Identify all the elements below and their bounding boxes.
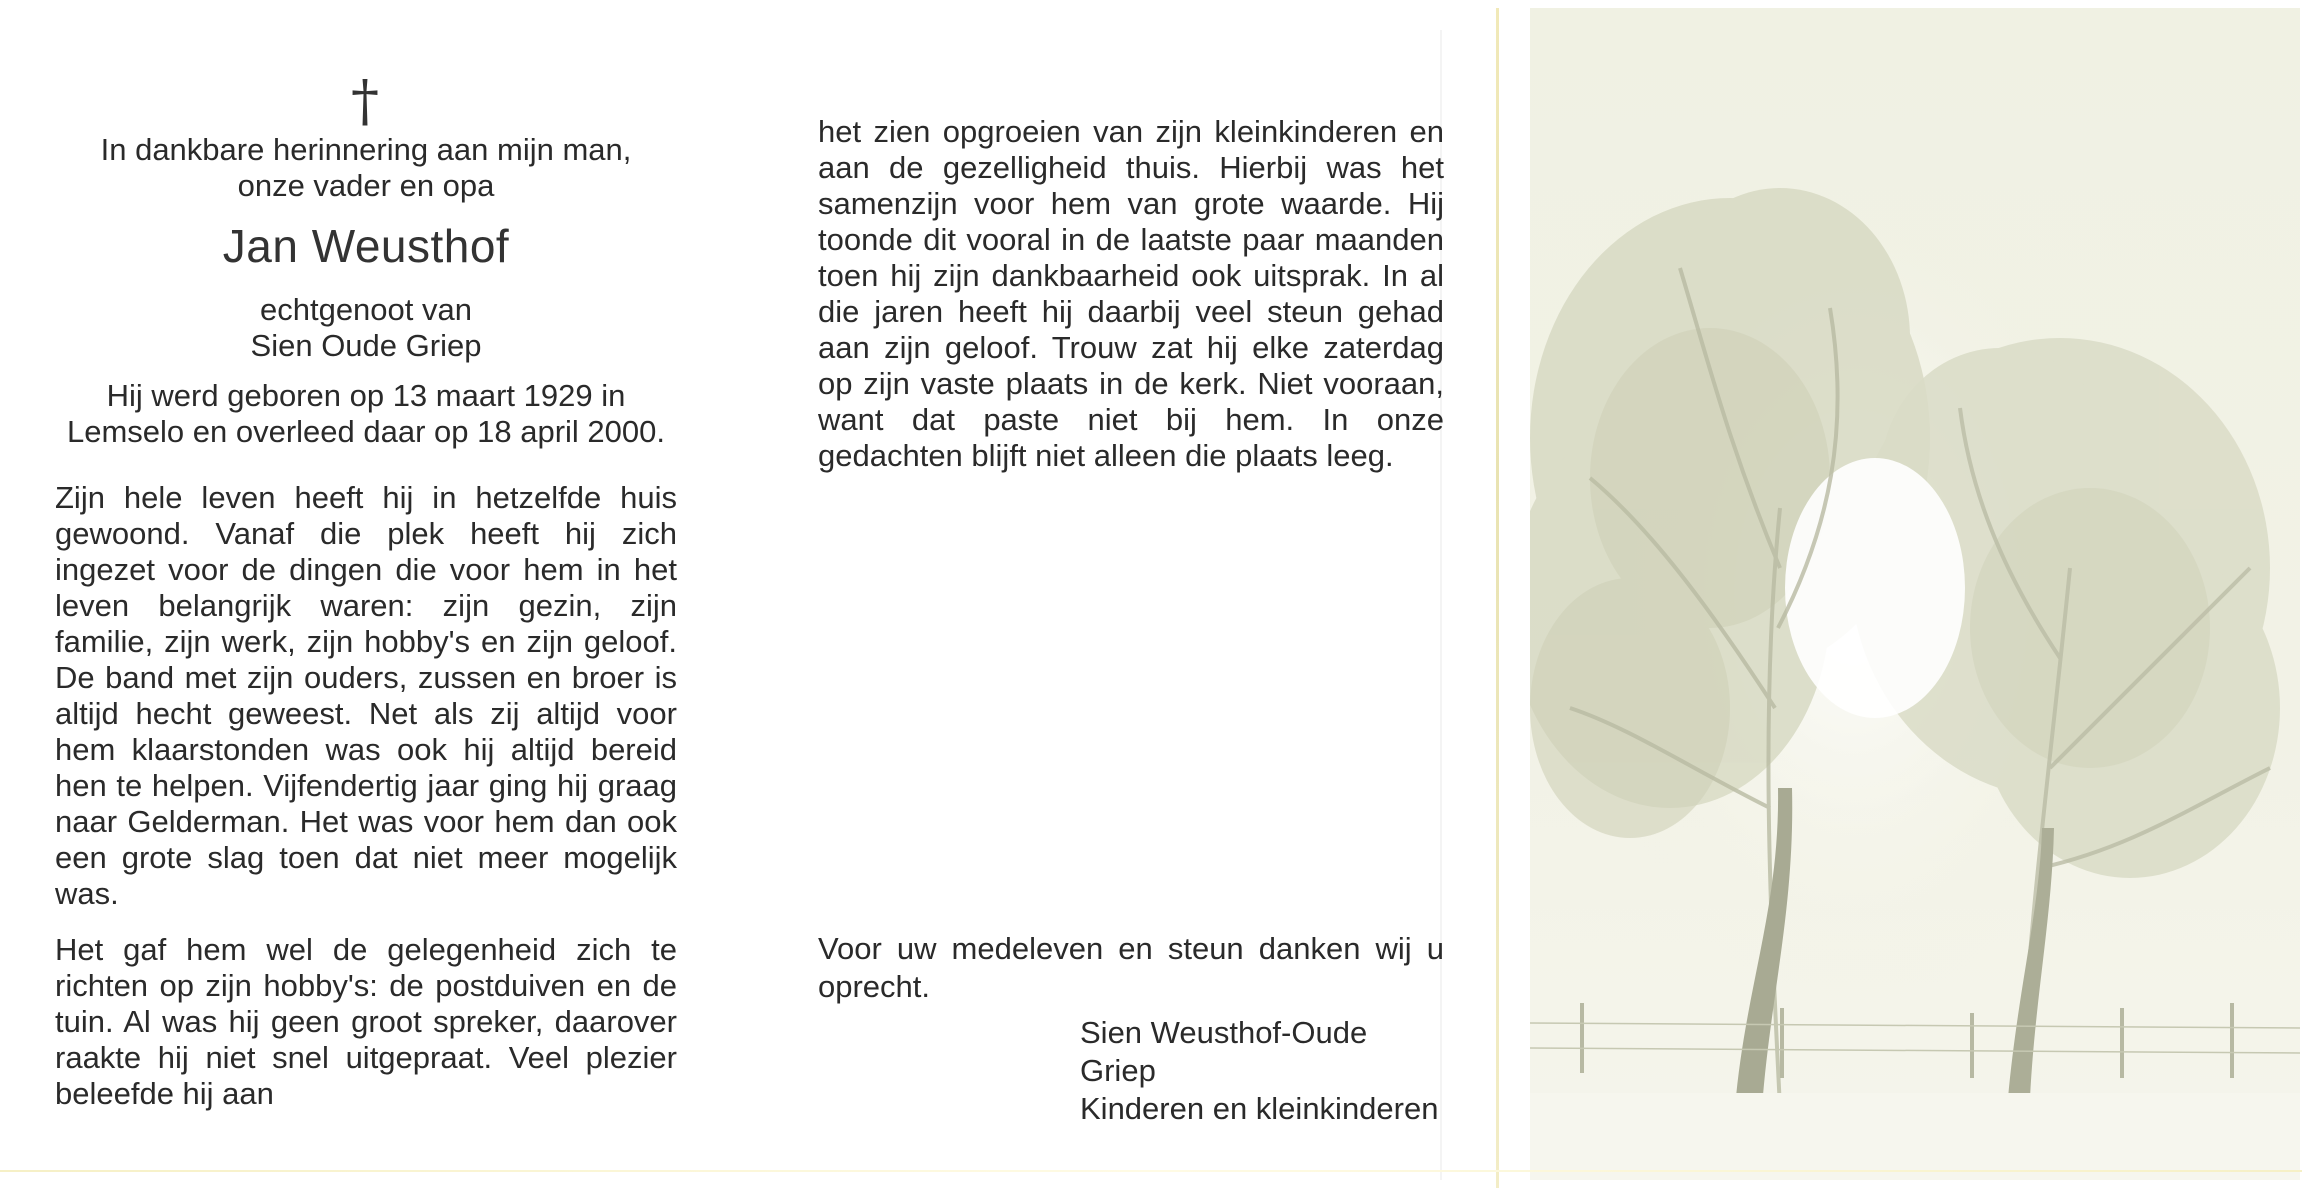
- dedication-line-2: onze vader en opa: [237, 168, 495, 203]
- thanks-text: Voor uw medeleven en steun danken wij u oprecht.: [818, 931, 1444, 1004]
- winter-trees-photo: [1530, 8, 2300, 1180]
- dedication: [55, 132, 677, 204]
- spouse-name: Sien Oude Griep: [250, 328, 482, 363]
- birth-line-2: Lemselo en overleed daar op 18 april 2000.: [66, 414, 666, 449]
- left-column: [55, 69, 677, 1132]
- signature-line-2: Kinderen en kleinkinderen: [1080, 1091, 1439, 1126]
- signature-block: [1080, 1014, 1450, 1128]
- dedication-line-1: In dankbare herinnering aan mijn man,: [100, 132, 632, 167]
- frost-trees-image: [1530, 8, 2300, 1180]
- deceased-name: Jan Weusthof: [222, 220, 510, 272]
- card-edge: [1496, 8, 1499, 1188]
- cross-icon: †: [351, 69, 379, 134]
- signature-line-1: Sien Weusthof-Oude Griep: [1080, 1015, 1368, 1088]
- birth-death-info: [55, 378, 677, 450]
- biography-paragraph-2: Het gaf hem wel de gelegenheid zich te richten op zijn hobby's: de postduiven en de tuin. Al was hij geen groot spreker, daarover raakte hij niet snel uitgepraat. Veel plezier beleefde hij aan: [55, 932, 677, 1111]
- spouse-label: echtgenoot van: [259, 292, 472, 327]
- birth-line-1: Hij werd geboren op 13 maart 1929 in: [106, 378, 626, 413]
- biography-paragraph-1: Zijn hele leven heeft hij in hetzelfde huis gewoond. Vanaf die plek heeft hij zich ingezet voor de dingen die voor hem in het leven belangrijk waren: zijn gezin, zijn familie, zijn werk, zijn hobby's en zijn geloof. De band met zijn ouders, zussen en broer is altijd hecht geweest. Net als zij altijd voor hem klaarstonden was ook hij altijd bereid hen te helpen. Vijfendertig jaar ging hij graag naar Gelderman. Het was voor hem dan ook een grote slag toen dat niet meer mogelijk was.: [55, 480, 677, 911]
- middle-column: [818, 114, 1444, 494]
- scan-edge-line: [0, 1170, 2302, 1172]
- biography-paragraph-3: het zien opgroeien van zijn kleinkinderen en aan de gezelligheid thuis. Hierbij was het samenzijn voor hem van grote waarde. Hij toonde dit vooral in de laatste paar maanden toen hij zijn dankbaarheid ook uitsprak. In al die jaren heeft hij daarbij veel steun gehad aan zijn geloof. Trouw zat hij elke zaterdag op zijn vaste plaats in de kerk. Niet vooraan, want dat paste niet bij hem. In onze gedachten blijft niet alleen die plaats leeg.: [818, 114, 1444, 473]
- spouse-block: [55, 292, 677, 364]
